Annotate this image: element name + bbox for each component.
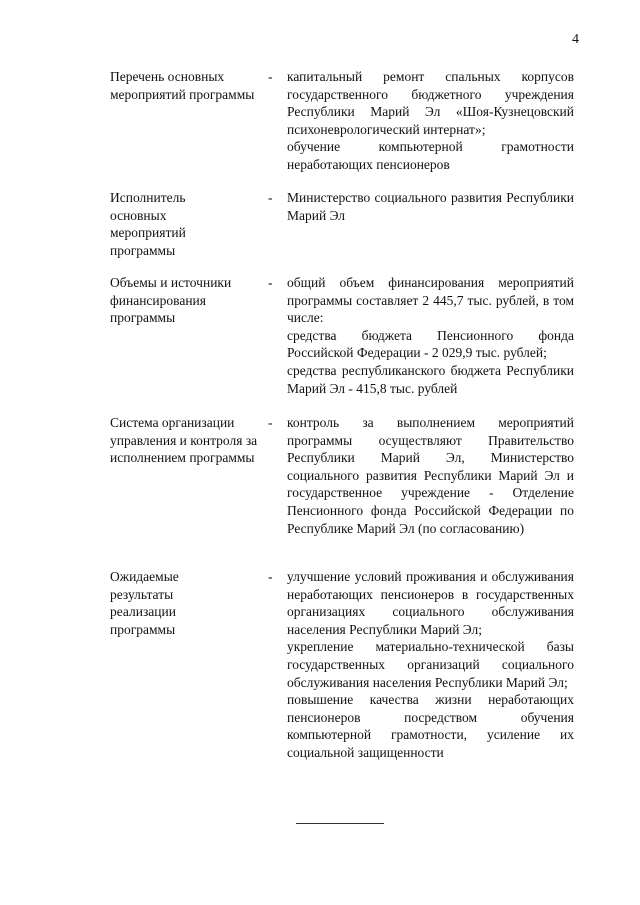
row-label: Перечень основных мероприятий программы — [110, 69, 255, 102]
row-content — [287, 274, 574, 397]
content-paragraph: повышение качества жизни неработающих пенсионеров посредством обучения компьютерной грамотности, усиление их социальной защищенности — [287, 692, 574, 760]
content-paragraph: укрепление материально-технической базы государственных организаций социального обслуживания населения Республики Марий Эл; — [287, 639, 574, 690]
row-dash: - — [268, 275, 273, 290]
row-dash: - — [268, 415, 273, 430]
row-label: Система организации управления и контроля за исполнением программы — [110, 415, 258, 466]
row-content — [287, 68, 574, 174]
end-divider — [296, 823, 384, 824]
content-paragraph: средства бюджета Пенсионного фонда Российской Федерации - 2 029,9 тыс. рублей; — [287, 327, 574, 361]
row-content — [287, 414, 574, 537]
content-paragraph: контроль за выполнением мероприятий программы осуществляют Правительство Республики Марий Эл, Министерство социального развития Республики Марий Эл и государственное учреждение - Отделение Пенсионного фонда Российской Федерации по Республике Марий Эл (по согласованию) — [287, 415, 574, 536]
row-content — [287, 189, 574, 224]
content-paragraph: Министерство социального развития Республики Марий Эл — [287, 190, 574, 223]
row-dash: - — [268, 69, 273, 84]
row-dash: - — [268, 569, 273, 584]
page-number: 4 — [572, 32, 579, 47]
content-paragraph: капитальный ремонт спальных корпусов государственного бюджетного учреждения Республики Марий Эл «Шоя-Кузнецовский психоневрологический интернат»; — [287, 69, 574, 137]
row-label: Объемы и источники финансирования программы — [110, 275, 232, 326]
row-label: Ожидаемые результаты реализации программы — [110, 569, 179, 637]
content-paragraph: средства республиканского бюджета Республики Марий Эл - 415,8 тыс. рублей — [287, 362, 574, 396]
row-label: Исполнитель основных мероприятий программы — [110, 190, 186, 258]
row-dash: - — [268, 190, 273, 205]
content-paragraph: улучшение условий проживания и обслуживания неработающих пенсионеров в государственных организациях социального обслуживания населения Республики Марий Эл; — [287, 569, 574, 637]
row-content — [287, 568, 574, 762]
content-paragraph: обучение компьютерной грамотности неработающих пенсионеров — [287, 139, 574, 172]
content-paragraph: общий объем финансирования мероприятий программы составляет 2 445,7 тыс. рублей, в том числе: — [287, 275, 574, 326]
